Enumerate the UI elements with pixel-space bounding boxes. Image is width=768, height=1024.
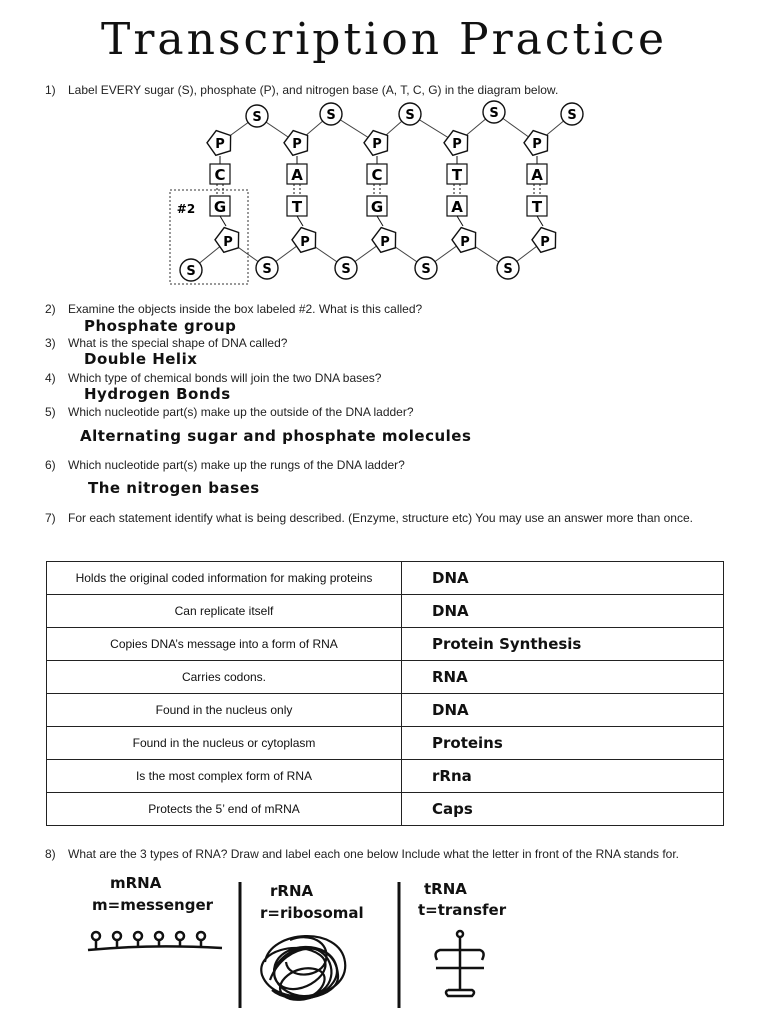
phosphate-label: P — [380, 235, 390, 250]
rrna-meaning: r=ribosomal — [260, 904, 364, 922]
statement-cell: Can replicate itself — [47, 595, 402, 628]
dna-diagram — [160, 98, 760, 298]
base-label: T — [531, 198, 543, 216]
base-label: T — [451, 166, 463, 184]
statement-cell: Carries codons. — [47, 661, 402, 694]
answer-cell: Protein Synthesis — [402, 628, 724, 661]
connector — [377, 216, 383, 226]
answer-cell: Caps — [402, 793, 724, 826]
phosphate-label: P — [215, 137, 225, 152]
question-3: 3) What is the special shape of DNA called? — [45, 336, 288, 350]
question-6: 6) Which nucleotide part(s) make up the rungs of the DNA ladder? — [45, 458, 405, 472]
base-label: G — [370, 198, 384, 216]
answer-cell: Proteins — [402, 727, 724, 760]
sugar-label: S — [326, 108, 336, 123]
statement-cell: Found in the nucleus or cytoplasm — [47, 727, 402, 760]
base-label: A — [531, 166, 543, 184]
question-5: 5) Which nucleotide part(s) make up the outside of the DNA ladder? — [45, 405, 414, 419]
question-1: 1) Label EVERY sugar (S), phosphate (P), and nitrogen base (A, T, C, G) in the diagram below. — [45, 83, 559, 97]
mrna-name: mRNA — [110, 874, 162, 892]
answer-4: Hydrogen Bonds — [84, 385, 231, 403]
answer-3: Double Helix — [84, 350, 198, 368]
phosphate-label: P — [372, 137, 382, 152]
sugar-label: S — [489, 106, 499, 121]
sugar-label: S — [421, 262, 431, 277]
answer-cell: DNA — [402, 562, 724, 595]
connector — [457, 216, 463, 226]
answer-5: Alternating sugar and phosphate molecules — [80, 427, 472, 445]
table-row — [47, 793, 724, 826]
question-2: 2) Examine the objects inside the box labeled #2. What is this called? — [45, 302, 423, 316]
answer-2: Phosphate group — [84, 317, 237, 335]
table-row — [47, 628, 724, 661]
phosphate-label: P — [540, 235, 550, 250]
answer-cell: DNA — [402, 694, 724, 727]
table-row — [47, 760, 724, 793]
statement-cell: Protects the 5’ end of mRNA — [47, 793, 402, 826]
answer-cell: RNA — [402, 661, 724, 694]
base-label: A — [291, 166, 303, 184]
rrna-drawing — [261, 936, 345, 1000]
page-title: Transcription Practice — [101, 14, 667, 65]
phosphate-label: P — [452, 137, 462, 152]
phosphate-label: P — [223, 235, 233, 250]
phosphate-label: P — [532, 137, 542, 152]
question-8: 8) What are the 3 types of RNA? Draw and label each one below Include what the letter in front of the RNA stands for. — [45, 847, 680, 861]
statement-cell: Found in the nucleus only — [47, 694, 402, 727]
table-row — [47, 694, 724, 727]
connector — [220, 216, 226, 226]
sugar-label: S — [503, 262, 513, 277]
phosphate-label: P — [460, 235, 470, 250]
answer-cell: DNA — [402, 595, 724, 628]
connector — [297, 216, 303, 226]
top-backbone — [220, 112, 572, 143]
table-row — [47, 595, 724, 628]
trna-drawing — [436, 931, 484, 996]
trna-meaning: t=transfer — [418, 901, 507, 919]
sugar-label: S — [262, 262, 272, 277]
mrna-drawing — [88, 932, 222, 950]
box-label: #2 — [176, 202, 196, 216]
base-label: T — [291, 198, 303, 216]
bottom-backbone — [191, 240, 545, 270]
rna-drawings — [0, 870, 768, 1020]
statement-cell: Is the most complex form of RNA — [47, 760, 402, 793]
table-row — [47, 727, 724, 760]
statement-table — [46, 561, 724, 826]
question-7: 7) For each statement identify what is being described. (Enzyme, structure etc) You may use an answer more than once. — [45, 511, 693, 525]
sugar-label: S — [567, 108, 577, 123]
answer-cell: rRna — [402, 760, 724, 793]
base-label: C — [214, 166, 226, 184]
sugar-label: S — [252, 110, 262, 125]
trna-name: tRNA — [424, 880, 467, 898]
table-row — [47, 562, 724, 595]
phosphate-label: P — [300, 235, 310, 250]
answer-6: The nitrogen bases — [88, 479, 260, 497]
base-label: G — [213, 198, 227, 216]
connector — [537, 216, 543, 226]
sugar-label: S — [186, 264, 196, 279]
sugar-label: S — [341, 262, 351, 277]
table-row — [47, 661, 724, 694]
mrna-meaning: m=messenger — [92, 896, 214, 914]
base-label: C — [371, 166, 383, 184]
base-label: A — [451, 198, 463, 216]
rrna-name: rRNA — [270, 882, 314, 900]
sugar-label: S — [405, 108, 415, 123]
question-4: 4) Which type of chemical bonds will join the two DNA bases? — [45, 371, 382, 385]
statement-cell: Holds the original coded information for making proteins — [47, 562, 402, 595]
statement-cell: Copies DNA’s message into a form of RNA — [47, 628, 402, 661]
phosphate-label: P — [292, 137, 302, 152]
